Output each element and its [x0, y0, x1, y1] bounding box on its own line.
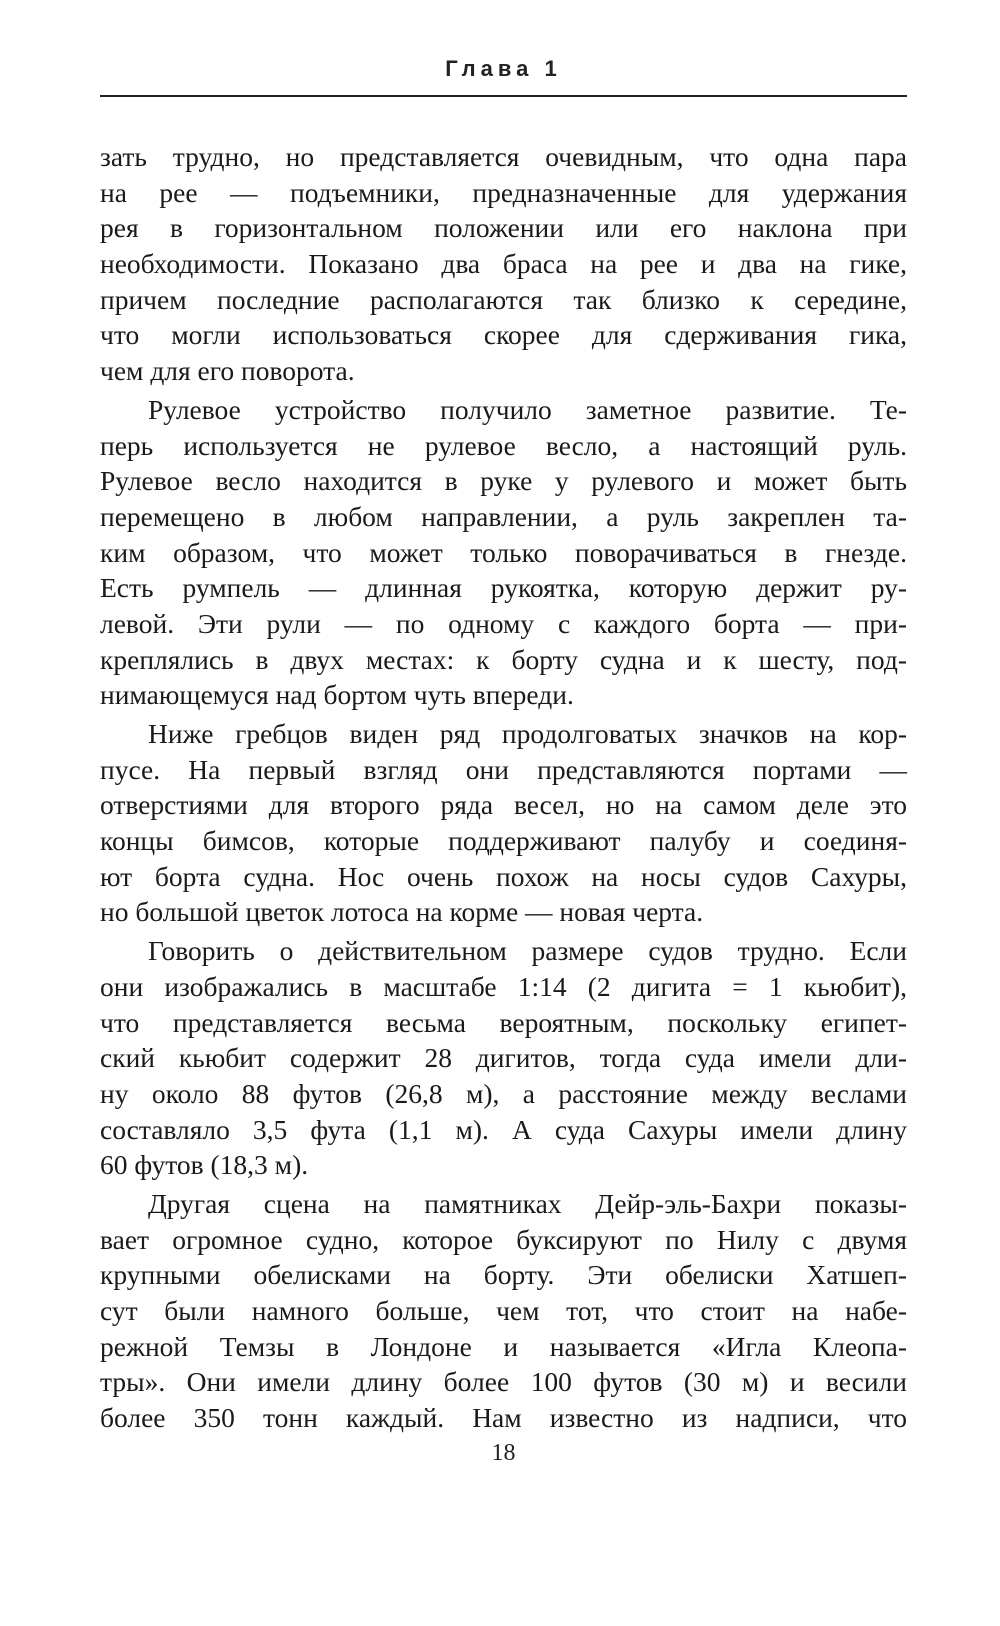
text-line: ский кьюбит содержит 28 дигитов, тогда суда имели дли- — [100, 1042, 907, 1074]
text-line: Другая сцена на памятниках Дейр-эль-Бахри показы- — [148, 1187, 907, 1219]
text-line: Рулевое устройство получило заметное развитие. Те- — [148, 393, 907, 425]
text-line: Есть румпель — длинная рукоятка, которую держит ру- — [100, 572, 907, 604]
text-line: зать трудно, но представляется очевидным, что одна пара — [100, 141, 907, 172]
text-line: рея в горизонтальном положении или его наклона при — [100, 212, 907, 244]
page-number: 18 — [491, 1440, 516, 1466]
text-line: более 350 тонн каждый. Нам известно из надписи, что — [100, 1402, 907, 1434]
text-line: концы бимсов, которые поддерживают палубу и соединя- — [100, 825, 907, 857]
text-line: что представляется весьма вероятным, поскольку египет- — [100, 1006, 907, 1038]
paragraph-2 — [100, 392, 907, 713]
body-text — [100, 139, 907, 1439]
paragraph-3 — [100, 716, 907, 930]
text-line: режной Темзы в Лондоне и называется «Игла Клеопа- — [100, 1330, 907, 1362]
text-line: что могли использоваться скорее для сдерживания гика, — [100, 319, 907, 351]
text-line: 60 футов (18,3 м). — [100, 1149, 309, 1181]
text-line: ну около 88 футов (26,8 м), а расстояние между веслами — [100, 1077, 907, 1109]
text-line: отверстиями для второго ряда весел, но на самом деле это — [100, 789, 907, 821]
text-line: чем для его поворота. — [100, 355, 355, 387]
text-line: Рулевое весло находится в руке у рулевого и может быть — [100, 465, 907, 497]
paragraph-5 — [100, 1186, 907, 1436]
text-line: на рее — подъемники, предназначенные для удержания — [100, 176, 907, 208]
text-line: Ниже гребцов виден ряд продолговатых значков на кор- — [148, 718, 907, 749]
paragraph-1 — [100, 139, 907, 389]
paragraph-4 — [100, 933, 907, 1183]
text-line: причем последние располагаются так близко к середине, — [100, 283, 907, 315]
text-line: перь используется не рулевое весло, а настоящий руль. — [100, 429, 907, 461]
header-rule — [100, 95, 907, 97]
text-line: Говорить о действительном размере судов трудно. Если — [148, 935, 907, 967]
text-line: крупными обелисками на борту. Эти обелиски Хатшеп- — [100, 1259, 907, 1291]
text-line: нимающемуся над бортом чуть впереди. — [100, 679, 574, 711]
text-line: но большой цветок лотоса на корме — новая черта. — [100, 896, 704, 928]
running-head-chapter-title: Глава 1 — [445, 56, 562, 81]
text-line: сут были намного больше, чем тот, что стоит на набе- — [100, 1295, 907, 1326]
text-line: составляло 3,5 фута (1,1 м). А суда Сахуры имели длину — [100, 1113, 907, 1145]
text-line: они изображались в масштабе 1:14 (2 дигита = 1 кьюбит), — [100, 970, 907, 1002]
text-line: перемещено в любом направлении, а руль закреплен та- — [100, 500, 907, 532]
text-line: ют борта судна. Нос очень похож на носы судов Сахуры, — [100, 860, 907, 892]
text-line: левой. Эти рули — по одному с каждого борта — при- — [100, 607, 907, 639]
text-line: ким образом, что может только поворачиваться в гнезде. — [100, 536, 907, 568]
text-line: пусе. На первый взгляд они представляются портами — — [100, 753, 907, 785]
text-line: тры». Они имели длину более 100 футов (30 м) и весили — [100, 1366, 907, 1398]
text-line: необходимости. Показано два браса на рее и два на гике, — [100, 248, 907, 280]
text-line: вает огромное судно, которое буксируют по Нилу с двумя — [100, 1223, 907, 1255]
text-line: креплялись в двух местах: к борту судна и к шесту, под- — [100, 643, 907, 675]
